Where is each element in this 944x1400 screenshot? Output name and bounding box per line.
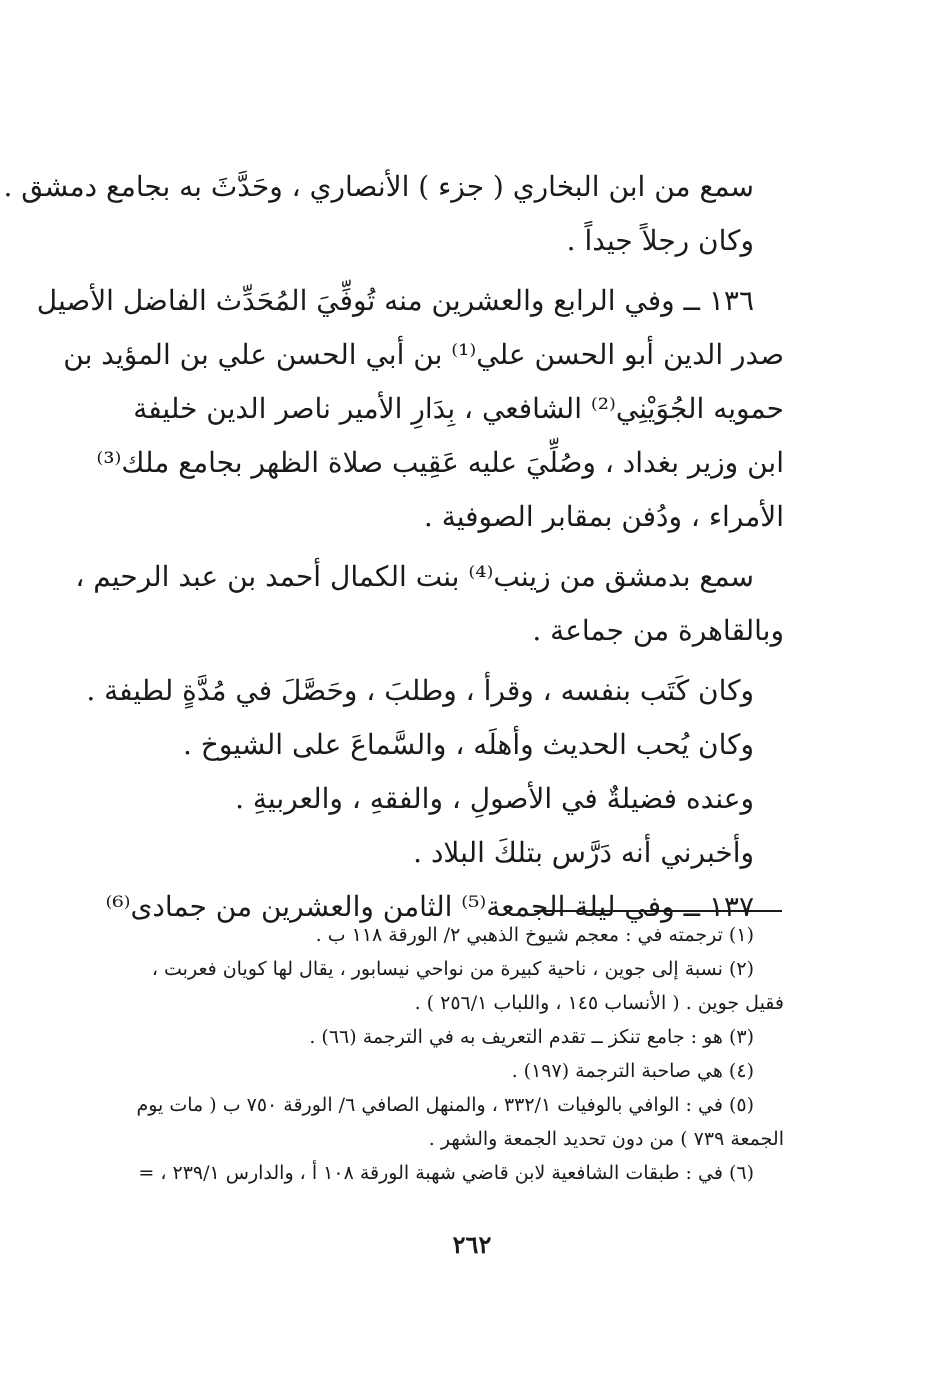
text-line-11: وكان يُحب الحديث وأهلَه ، والسَّماعَ على الشيوخ . (183, 728, 754, 761)
footnote-2-continued: فقيل جوين . ( الأنساب ١٤٥ ، واللباب ٢٥٦/١ ) . (414, 992, 784, 1014)
footnote-1: (١) ترجمته في : معجم شيوخ الذهبي ٢/ الورقة ١١٨ ب . (315, 924, 754, 946)
text-line-8: سمع بدمشق من زينب⁽⁴⁾ بنت الكمال أحمد بن عبد الرحيم ، (75, 560, 754, 593)
footnote-5-continued: الجمعة ٧٣٩ ) من دون تحديد الجمعة والشهر . (428, 1128, 784, 1150)
entry-136-heading: ١٣٦ ــ وفي الرابع والعشرين منه تُوفِّيَ المُحَدِّث الفاضل الأصيل (36, 284, 754, 317)
footnote-2: (٢) نسبة إلى جوين ، ناحية كبيرة من نواحي نيسابور ، يقال لها كويان فعربت ، (151, 958, 754, 980)
footnote-3: (٣) هو : جامع تنكز ــ تقدم التعريف به في الترجمة (٦٦) . (309, 1026, 754, 1048)
page-number: ٢٦٢ (452, 1230, 492, 1259)
text-line-10: وكان كَتَب بنفسه ، وقرأ ، وطلبَ ، وحَصَّلَ في مُدَّةٍ لطيفة . (86, 674, 754, 707)
text-line-9: وبالقاهرة من جماعة . (532, 614, 784, 647)
main-text (3, 160, 784, 934)
footnotes (136, 918, 784, 1190)
footnote-5: (٥) في : الوافي بالوفيات ٣٣٢/١ ، والمنهل الصافي ٦/ الورقة ٧٥٠ ب ( مات يوم (136, 1094, 754, 1116)
text-line-5: حمويه الجُوَيْنِي⁽²⁾ الشافعي ، بِدَارِ الأمير ناصر الدين خليفة (133, 392, 784, 425)
text-line-6: ابن وزير بغداد ، وصُلِّيَ عليه عَقِيب صلاة الظهر بجامع ملك⁽³⁾ (96, 446, 784, 479)
footnote-divider (534, 910, 782, 912)
text-line-7: الأمراء ، ودُفن بمقابر الصوفية . (423, 500, 784, 533)
footnote-4: (٤) هي صاحبة الترجمة (١٩٧) . (511, 1060, 754, 1082)
footnote-6: (٦) في : طبقات الشافعية لابن قاضي شهبة الورقة ١٠٨ أ ، والدارس ٢٣٩/١ ، = (138, 1162, 754, 1184)
text-line-13: وأخبرني أنه دَرَّس بتلكَ البلاد . (413, 836, 754, 869)
text-line-1: سمع من ابن البخاري ( جزء ) الأنصاري ، وحَدَّثَ به بجامع دمشق . (3, 170, 754, 203)
text-line-2: وكان رجلاً جيداً . (566, 224, 754, 257)
text-line-4: صدر الدين أبو الحسن علي⁽¹⁾ بن أبي الحسن علي بن المؤيد بن (63, 338, 784, 371)
text-line-12: وعنده فضيلةٌ في الأصولِ ، والفقهِ ، والعربيةِ . (235, 782, 754, 815)
entry-137-heading: ١٣٧ ــ وفي ليلة الجمعة⁽⁵⁾ الثامن والعشرين من جمادى⁽⁶⁾ (105, 890, 754, 923)
